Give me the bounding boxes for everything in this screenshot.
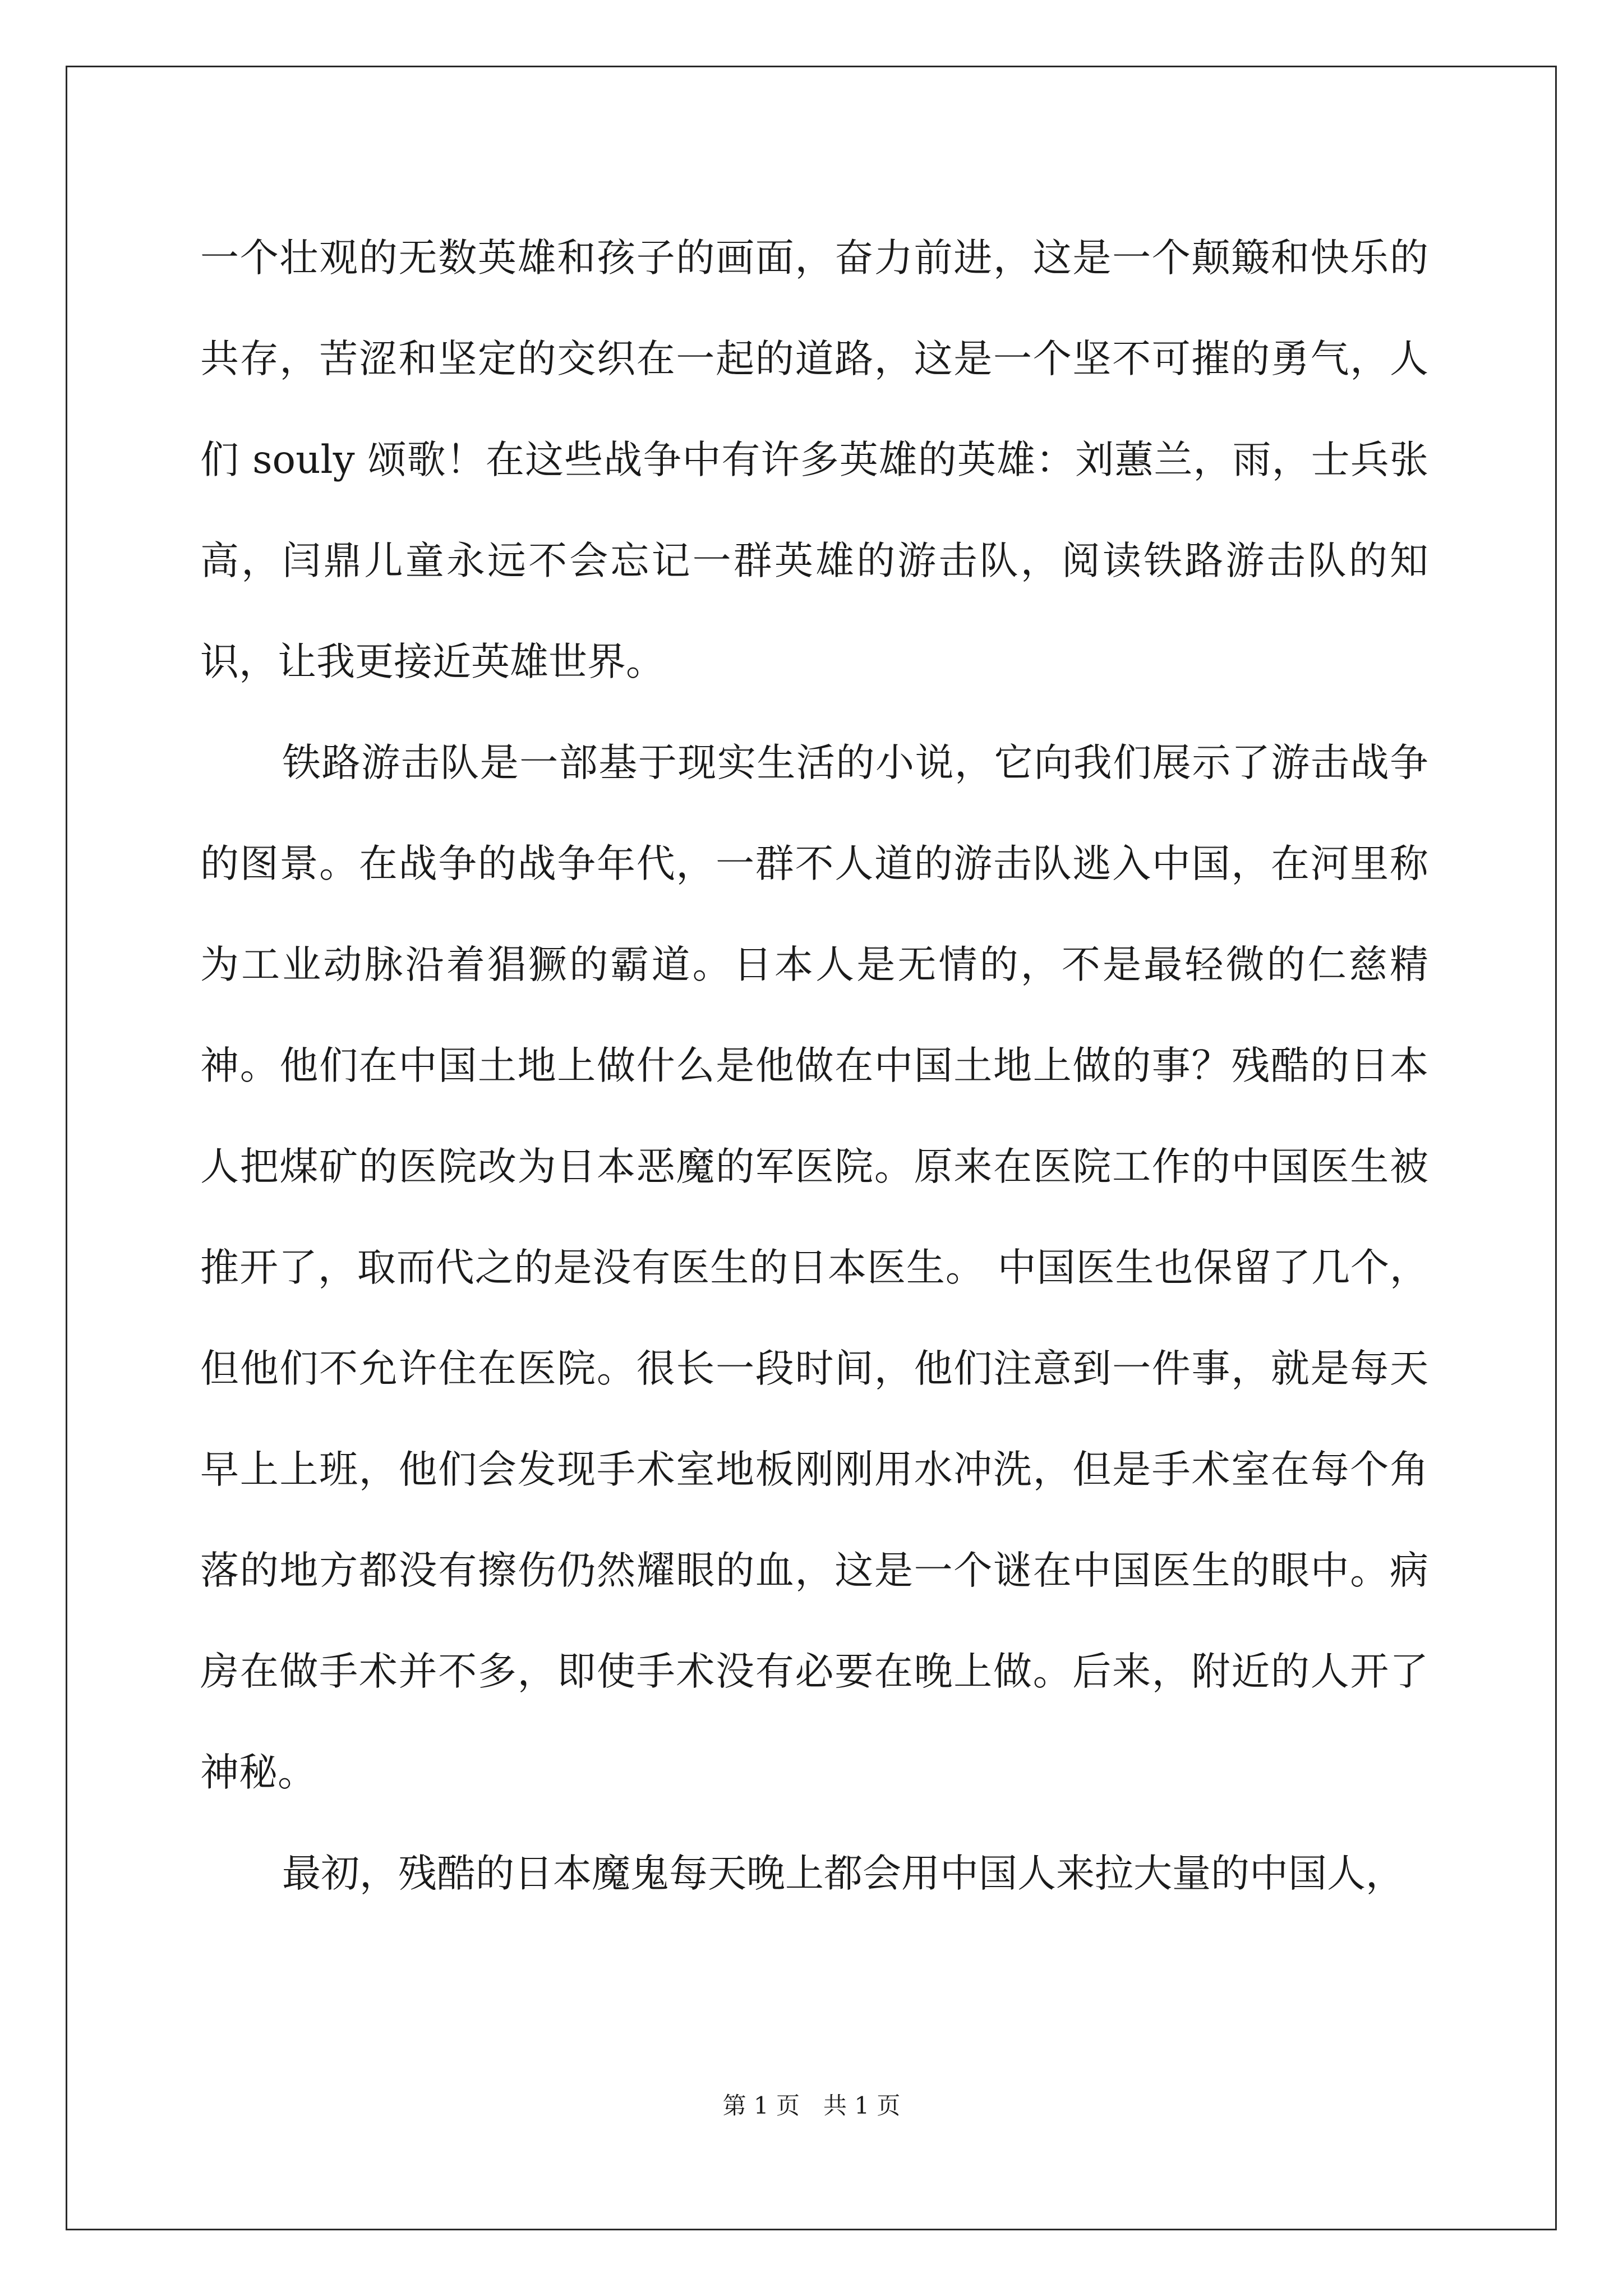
paragraph-2: 铁路游击队是一部基于现实生活的小说，它向我们展示了游击战争的图景。在战争的战争年代，一群不人道的游击队逃入中国，在河里称为工业动脉沿着猖獗的霸道。日本人是无情的，不是最轻微的仁慈精神。他们在中国土地上做什么是他做在中国土地上做的事？残酷的日本人把煤矿的医院改为日本恶魔的军医院。原来在医院工作的中国医生被推开了，取而代之的是没有医生的日本医生。 中国医生也保留了几个，但他们不允许住在医院。很长一段时间，他们注意到一件事，就是每天早上上班，他们会发现手术室地板刚刚用水冲洗，但是手术室在每个角落的地方都没有擦伤仍然耀眼的血，这是一个谜在中国医生的眼中。病房在做手术并不多，即使手术没有必要在晚上做。后来，附近的人开了神秘。 bbox=[200, 740, 1428, 1795]
document-body bbox=[200, 208, 1428, 1924]
paragraph-1: 一个壮观的无数英雄和孩子的画面，奋力前进，这是一个颠簸和快乐的共存，苦涩和坚定的交织在一起的道路，这是一个坚不可摧的勇气，人们 souly 颂歌！在这些战争中有许多英雄的英雄：刘蕙兰，雨，士兵张高，闫鼎儿童永远不会忘记一群英雄的游击队，阅读铁路游击队的知识，让我更接近英雄世界。 bbox=[200, 236, 1428, 684]
paragraph-3: 最初，残酷的日本魔鬼每天晚上都会用中国人来拉大量的中国人， bbox=[282, 1851, 1404, 1896]
page-number-footer: 第 1 页 共 1 页 bbox=[722, 2092, 901, 2119]
